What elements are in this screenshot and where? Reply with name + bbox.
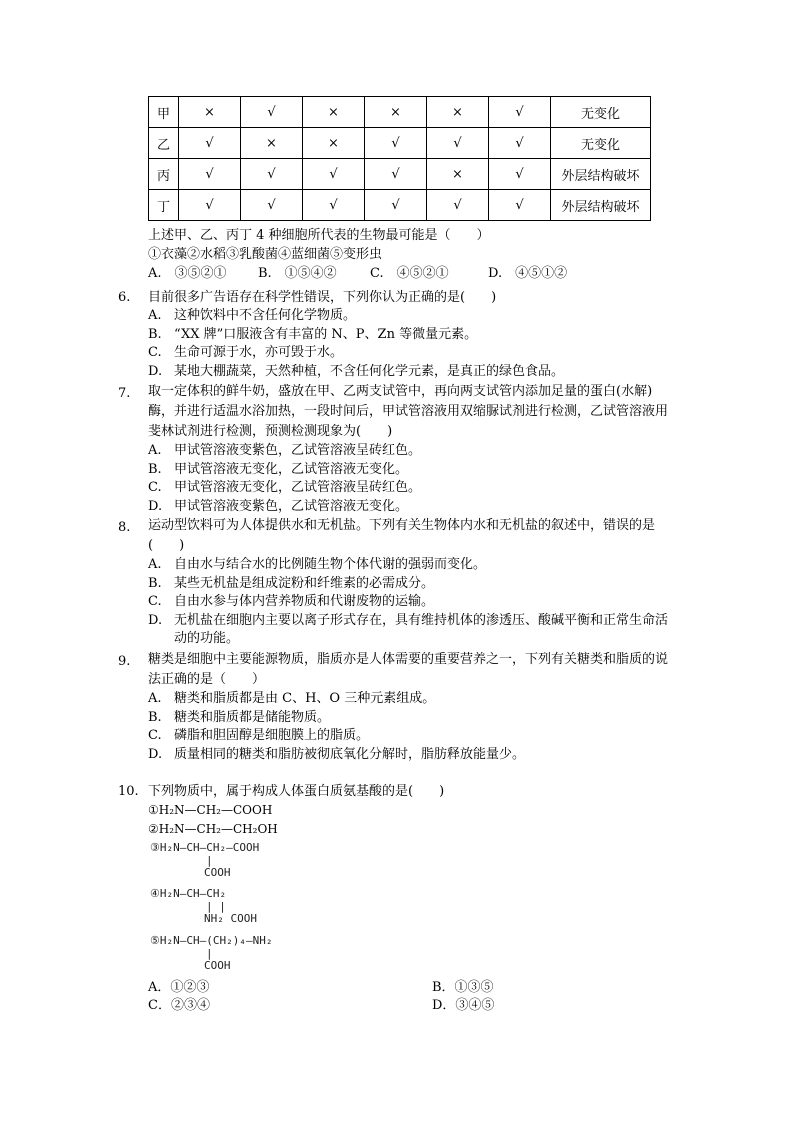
question-5	[148, 226, 678, 284]
question-stem: 目前很多广告语存在科学性错误，下列你认为正确的是( )	[148, 290, 497, 305]
question-number: 6.	[118, 290, 131, 305]
formula-3-branch: COOH	[204, 866, 231, 879]
option-d[interactable]: D. ④⑤①②	[488, 266, 568, 281]
question-stem: 下列物质中，属于构成人体蛋白质氨基酸的是( )	[148, 784, 445, 799]
table-cell: √	[365, 159, 427, 190]
table-cell: ×	[303, 97, 365, 128]
table-result: 外层结构破坏	[551, 159, 651, 190]
option-c[interactable]: C. 磷脂和胆固醇是细胞膜上的脂质。	[148, 728, 370, 744]
formula-5-bond: |	[206, 947, 213, 960]
question-number: 9.	[118, 654, 131, 669]
option-a[interactable]: A. 糖类和脂质都是由 C、H、O 三种元素组成。	[148, 691, 436, 706]
option-a[interactable]: A. 自由水与结合水的比例随生物个体代谢的强弱而变化。	[148, 557, 487, 572]
table-cell: ×	[427, 97, 489, 128]
option-b[interactable]: B. ①⑤④②	[258, 266, 337, 281]
question-number: 7.	[118, 386, 131, 401]
option-c[interactable]: C. 甲试管溶液无变化，乙试管溶液呈砖红色。	[148, 480, 422, 496]
formula-4-main: ④H₂N—CH—CH₂	[150, 887, 227, 900]
table-cell: √	[365, 190, 427, 221]
formula-5-branch: COOH	[204, 959, 231, 972]
option-a[interactable]: A. 甲试管溶液变紫色，乙试管溶液呈砖红色。	[148, 443, 422, 458]
option-b[interactable]: B. 甲试管溶液无变化，乙试管溶液无变化。	[148, 461, 409, 477]
question-9	[148, 650, 678, 764]
option-d[interactable]: D. 甲试管溶液变紫色，乙试管溶液无变化。	[148, 498, 409, 514]
question-stem: 上述甲、乙、丙丁 4 种细胞所代表的生物最可能是（ ）	[148, 228, 490, 243]
row-label: 丁	[149, 190, 179, 221]
formula-5-main: ⑤H₂N—CH—(CH₂)₄—NH₂	[150, 934, 273, 947]
table-cell: √	[303, 190, 365, 221]
formula-1: ①H₂N—CH₂—COOH	[148, 803, 273, 817]
option-d[interactable]: D. 某地大棚蔬菜，天然种植，不含任何化学元素，是真正的绿色食品。	[148, 363, 565, 379]
question-number: 8.	[118, 520, 131, 535]
option-a[interactable]: A．①②③	[148, 980, 210, 995]
table-result: 外层结构破坏	[551, 190, 651, 221]
table-cell: √	[241, 190, 303, 221]
option-c[interactable]: C. 自由水参与体内营养物质和代谢废物的运输。	[148, 594, 435, 610]
formula-4-bond: | |	[206, 900, 226, 913]
table-cell: √	[489, 190, 551, 221]
option-b[interactable]: B．①③⑤	[432, 980, 494, 995]
table-cell: √	[179, 128, 241, 159]
table-row	[149, 190, 651, 221]
table-row	[149, 128, 651, 159]
formula-2: ②H₂N—CH₂—CH₂OH	[148, 822, 278, 836]
question-stem: 运动型饮料可为人体提供水和无机盐。下列有关生物体内水和无机盐的叙述中，错误的是( )	[148, 518, 656, 553]
table-cell: √	[489, 128, 551, 159]
table-cell: √	[241, 159, 303, 190]
table-result: 无变化	[551, 97, 651, 128]
table-cell: ×	[303, 128, 365, 159]
row-label: 乙	[149, 128, 179, 159]
option-b[interactable]: B. 某些无机盐是组成淀粉和纤维素的必需成分。	[148, 575, 435, 591]
option-a[interactable]: A. ③⑤②①	[148, 266, 227, 281]
option-b[interactable]: B. 糖类和脂质都是储能物质。	[148, 709, 331, 725]
question-stem: 取一定体积的鲜牛奶，盛放在甲、乙两支试管中，再向两支试管内添加足量的蛋白(水解)酶，并进行适温水浴加热，一段时间后，甲试管溶液用双缩脲试剂进行检测，乙试管溶液用斐林试剂进行检测，预测检测现象为( )	[148, 384, 669, 439]
question-7	[148, 382, 678, 516]
table-cell: √	[489, 97, 551, 128]
table-cell: √	[241, 97, 303, 128]
cell-test-table	[148, 96, 651, 221]
table-cell: √	[489, 159, 551, 190]
row-label: 甲	[149, 97, 179, 128]
table-cell: √	[365, 128, 427, 159]
question-stem: 糖类是细胞中主要能源物质，脂质亦是人体需要的重要营养之一，下列有关糖类和脂质的说法正确的是（ ）	[148, 652, 669, 687]
formula-4-branch: NH₂ COOH	[204, 912, 257, 925]
table-cell: √	[427, 128, 489, 159]
organism-list: ①衣藻②水稻③乳酸菌④蓝细菌⑤变形虫	[148, 247, 383, 262]
table-cell: ×	[179, 97, 241, 128]
options-row	[148, 264, 678, 284]
table-row	[149, 159, 651, 190]
formula-3-main: ③H₂N—CH—CH₂—COOH	[150, 841, 260, 854]
option-c[interactable]: C. 生命可源于水，亦可毁于水。	[148, 345, 344, 361]
question-6	[148, 288, 678, 381]
table-cell: √	[179, 190, 241, 221]
option-d[interactable]: D．③④⑤	[432, 998, 495, 1013]
row-label: 丙	[149, 159, 179, 190]
option-c[interactable]: C．②③④	[148, 998, 210, 1013]
option-d[interactable]: D. 无机盐在细胞内主要以离子形式存在，具有维持机体的渗透压、酸碱平衡和正常生命活动的功能。	[148, 612, 669, 647]
option-c[interactable]: C. ④⑤②①	[370, 266, 449, 281]
table-cell: √	[427, 190, 489, 221]
option-b[interactable]: B. “XX 牌”口服液含有丰富的 N、P、Zn 等微量元素。	[148, 326, 478, 342]
table-cell: ×	[241, 128, 303, 159]
question-8	[148, 516, 678, 649]
formula-3-bond: |	[206, 854, 213, 867]
table-cell: √	[303, 159, 365, 190]
table-row	[149, 97, 651, 128]
option-a[interactable]: A. 这种饮料中不含任何化学物质。	[148, 308, 357, 323]
question-10	[148, 782, 678, 801]
option-d[interactable]: D. 质量相同的糖类和脂肪被彻底氧化分解时，脂肪释放能量少。	[148, 746, 526, 762]
table-cell: ×	[365, 97, 427, 128]
question-number: 10.	[118, 784, 139, 799]
table-cell: √	[179, 159, 241, 190]
table-result: 无变化	[551, 128, 651, 159]
table-cell: ×	[427, 159, 489, 190]
